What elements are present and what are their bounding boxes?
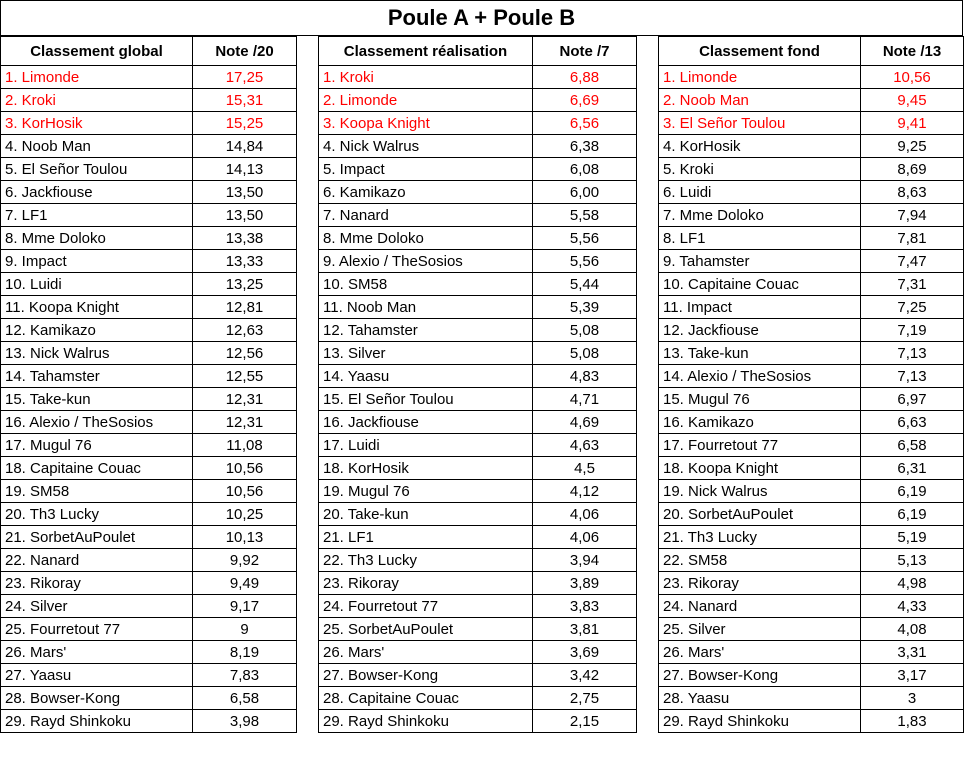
rank-name-cell[interactable]: 14. Alexio / TheSosios <box>659 365 861 388</box>
table-row <box>659 710 964 733</box>
table-row <box>319 112 637 135</box>
rank-name-cell[interactable]: 15. Take-kun <box>1 388 193 411</box>
table-row <box>659 687 964 710</box>
ranking-table-fond <box>658 36 964 733</box>
rank-name-cell[interactable]: 23. Rikoray <box>659 572 861 595</box>
score-cell[interactable]: 2,75 <box>533 687 637 710</box>
table-row <box>1 411 297 434</box>
table-row <box>1 618 297 641</box>
score-cell[interactable]: 12,31 <box>193 388 297 411</box>
score-cell[interactable]: 9 <box>193 618 297 641</box>
rank-name-cell[interactable]: 8. Mme Doloko <box>319 227 533 250</box>
score-cell[interactable]: 6,88 <box>533 66 637 89</box>
table-row <box>319 135 637 158</box>
rank-name-cell[interactable]: 28. Bowser-Kong <box>1 687 193 710</box>
score-cell[interactable]: 3,98 <box>193 710 297 733</box>
rank-name-cell[interactable]: 9. Alexio / TheSosios <box>319 250 533 273</box>
score-cell[interactable]: 3,89 <box>533 572 637 595</box>
table-row <box>319 89 637 112</box>
table-row <box>1 89 297 112</box>
table-row <box>319 710 637 733</box>
score-cell[interactable]: 9,41 <box>861 112 964 135</box>
score-cell[interactable]: 9,17 <box>193 595 297 618</box>
table-row <box>1 250 297 273</box>
score-cell[interactable]: 3,69 <box>533 641 637 664</box>
score-cell[interactable]: 9,49 <box>193 572 297 595</box>
rank-name-cell[interactable]: 22. Th3 Lucky <box>319 549 533 572</box>
score-cell[interactable]: 8,69 <box>861 158 964 181</box>
table-row <box>659 319 964 342</box>
rank-name-cell[interactable]: 4. KorHosik <box>659 135 861 158</box>
score-cell[interactable]: 13,33 <box>193 250 297 273</box>
score-cell[interactable]: 2,15 <box>533 710 637 733</box>
rank-name-cell[interactable]: 8. LF1 <box>659 227 861 250</box>
table-row <box>319 595 637 618</box>
score-cell[interactable]: 15,25 <box>193 112 297 135</box>
score-cell[interactable]: 10,56 <box>193 480 297 503</box>
table-row <box>659 641 964 664</box>
score-cell[interactable]: 9,92 <box>193 549 297 572</box>
rank-name-cell[interactable]: 6. Kamikazo <box>319 181 533 204</box>
score-cell[interactable]: 6,97 <box>861 388 964 411</box>
score-cell[interactable]: 5,44 <box>533 273 637 296</box>
table-row <box>1 595 297 618</box>
rank-name-cell[interactable]: 1. Limonde <box>1 66 193 89</box>
rank-name-cell[interactable]: 10. Luidi <box>1 273 193 296</box>
score-cell[interactable]: 4,69 <box>533 411 637 434</box>
rank-name-cell[interactable]: 23. Rikoray <box>1 572 193 595</box>
rank-name-cell[interactable]: 13. Silver <box>319 342 533 365</box>
table-row <box>1 181 297 204</box>
rank-name-cell[interactable]: 5. El Señor Toulou <box>1 158 193 181</box>
rank-name-cell[interactable]: 11. Koopa Knight <box>1 296 193 319</box>
table-row <box>659 411 964 434</box>
score-cell[interactable]: 5,19 <box>861 526 964 549</box>
rank-name-cell[interactable]: 24. Fourretout 77 <box>319 595 533 618</box>
score-cell[interactable]: 10,25 <box>193 503 297 526</box>
score-cell[interactable]: 1,83 <box>861 710 964 733</box>
score-cell[interactable]: 5,56 <box>533 227 637 250</box>
rank-name-cell[interactable]: 21. Th3 Lucky <box>659 526 861 549</box>
table-row <box>1 457 297 480</box>
rank-name-cell[interactable]: 21. SorbetAuPoulet <box>1 526 193 549</box>
table-row <box>1 641 297 664</box>
rank-name-cell[interactable]: 12. Tahamster <box>319 319 533 342</box>
score-cell[interactable]: 6,19 <box>861 503 964 526</box>
rank-name-cell[interactable]: 1. Limonde <box>659 66 861 89</box>
score-cell[interactable]: 12,55 <box>193 365 297 388</box>
rank-name-cell[interactable]: 7. LF1 <box>1 204 193 227</box>
rank-name-cell[interactable]: 20. Th3 Lucky <box>1 503 193 526</box>
table-row <box>1 503 297 526</box>
score-cell[interactable]: 15,31 <box>193 89 297 112</box>
rank-name-cell[interactable]: 26. Mars' <box>659 641 861 664</box>
rank-name-cell[interactable]: 6. Luidi <box>659 181 861 204</box>
score-cell[interactable]: 3,42 <box>533 664 637 687</box>
table-row <box>1 526 297 549</box>
rank-name-cell[interactable]: 29. Rayd Shinkoku <box>319 710 533 733</box>
rank-name-cell[interactable]: 28. Yaasu <box>659 687 861 710</box>
score-cell[interactable]: 13,50 <box>193 204 297 227</box>
rank-name-cell[interactable]: 3. El Señor Toulou <box>659 112 861 135</box>
table-row <box>1 434 297 457</box>
rank-name-cell[interactable]: 23. Rikoray <box>319 572 533 595</box>
rank-name-cell[interactable]: 7. Mme Doloko <box>659 204 861 227</box>
table-row <box>659 526 964 549</box>
table-row <box>659 342 964 365</box>
score-cell[interactable]: 7,47 <box>861 250 964 273</box>
score-cell[interactable]: 5,13 <box>861 549 964 572</box>
table-row <box>319 549 637 572</box>
score-cell[interactable]: 10,56 <box>861 66 964 89</box>
table-row <box>1 66 297 89</box>
table-row <box>659 296 964 319</box>
score-cell[interactable]: 10,13 <box>193 526 297 549</box>
score-cell[interactable]: 4,83 <box>533 365 637 388</box>
table-row <box>319 250 637 273</box>
table-row <box>659 365 964 388</box>
table-row <box>659 434 964 457</box>
rank-name-cell[interactable]: 14. Yaasu <box>319 365 533 388</box>
rank-name-cell[interactable]: 16. Alexio / TheSosios <box>1 411 193 434</box>
table-row <box>1 319 297 342</box>
rank-name-cell[interactable]: 20. Take-kun <box>319 503 533 526</box>
rank-name-cell[interactable]: 13. Take-kun <box>659 342 861 365</box>
rank-name-cell[interactable]: 12. Jackfiouse <box>659 319 861 342</box>
score-cell[interactable]: 3,83 <box>533 595 637 618</box>
rank-name-cell[interactable]: 19. SM58 <box>1 480 193 503</box>
rank-name-cell[interactable]: 15. Mugul 76 <box>659 388 861 411</box>
score-cell[interactable]: 6,63 <box>861 411 964 434</box>
score-cell[interactable]: 4,33 <box>861 595 964 618</box>
score-cell[interactable]: 4,12 <box>533 480 637 503</box>
rank-name-cell[interactable]: 21. LF1 <box>319 526 533 549</box>
ranking-table-global <box>0 36 297 733</box>
score-cell[interactable]: 12,63 <box>193 319 297 342</box>
score-cell[interactable]: 6,58 <box>861 434 964 457</box>
rank-name-cell[interactable]: 7. Nanard <box>319 204 533 227</box>
table-row <box>319 434 637 457</box>
rank-name-cell[interactable]: 25. SorbetAuPoulet <box>319 618 533 641</box>
rank-name-cell[interactable]: 2. Kroki <box>1 89 193 112</box>
rank-name-cell[interactable]: 27. Bowser-Kong <box>659 664 861 687</box>
score-cell[interactable]: 6,00 <box>533 181 637 204</box>
table-row <box>659 618 964 641</box>
score-cell[interactable]: 6,38 <box>533 135 637 158</box>
rank-name-cell[interactable]: 25. Silver <box>659 618 861 641</box>
ranking-table-realisation <box>318 36 637 733</box>
header-row <box>659 37 964 66</box>
rank-name-cell[interactable]: 11. Noob Man <box>319 296 533 319</box>
table-row <box>1 572 297 595</box>
header-score-cell[interactable]: Note /13 <box>861 37 964 66</box>
table-row <box>659 480 964 503</box>
table-row <box>319 526 637 549</box>
score-cell[interactable]: 7,83 <box>193 664 297 687</box>
table-row <box>319 664 637 687</box>
table-row <box>1 710 297 733</box>
rank-name-cell[interactable]: 26. Mars' <box>1 641 193 664</box>
rank-name-cell[interactable]: 29. Rayd Shinkoku <box>659 710 861 733</box>
rank-name-cell[interactable]: 29. Rayd Shinkoku <box>1 710 193 733</box>
score-cell[interactable]: 8,19 <box>193 641 297 664</box>
score-cell[interactable]: 3,94 <box>533 549 637 572</box>
score-cell[interactable]: 7,81 <box>861 227 964 250</box>
table-row <box>659 204 964 227</box>
table-row <box>319 66 637 89</box>
score-cell[interactable]: 4,71 <box>533 388 637 411</box>
score-cell[interactable]: 6,58 <box>193 687 297 710</box>
header-score-cell[interactable]: Note /7 <box>533 37 637 66</box>
score-cell[interactable]: 7,94 <box>861 204 964 227</box>
rank-name-cell[interactable]: 28. Capitaine Couac <box>319 687 533 710</box>
table-row <box>319 618 637 641</box>
rank-name-cell[interactable]: 22. Nanard <box>1 549 193 572</box>
rank-name-cell[interactable]: 13. Nick Walrus <box>1 342 193 365</box>
rank-name-cell[interactable]: 26. Mars' <box>319 641 533 664</box>
table-row <box>1 135 297 158</box>
score-cell[interactable]: 4,06 <box>533 526 637 549</box>
score-cell[interactable]: 7,13 <box>861 342 964 365</box>
table-row <box>319 411 637 434</box>
header-row <box>319 37 637 66</box>
table-row <box>319 204 637 227</box>
table-row <box>659 158 964 181</box>
rank-name-cell[interactable]: 16. Kamikazo <box>659 411 861 434</box>
score-cell[interactable]: 4,08 <box>861 618 964 641</box>
score-cell[interactable]: 4,5 <box>533 457 637 480</box>
score-cell[interactable]: 7,25 <box>861 296 964 319</box>
table-row <box>659 572 964 595</box>
table-row <box>319 227 637 250</box>
score-cell[interactable]: 12,56 <box>193 342 297 365</box>
rank-name-cell[interactable]: 20. SorbetAuPoulet <box>659 503 861 526</box>
table-row <box>659 66 964 89</box>
table-row <box>1 227 297 250</box>
table-row <box>319 503 637 526</box>
score-cell[interactable]: 3,81 <box>533 618 637 641</box>
rank-name-cell[interactable]: 12. Kamikazo <box>1 319 193 342</box>
score-cell[interactable]: 3 <box>861 687 964 710</box>
table-row <box>659 457 964 480</box>
table-row <box>659 664 964 687</box>
score-cell[interactable]: 6,19 <box>861 480 964 503</box>
table-row <box>319 687 637 710</box>
page-title: Poule A + Poule B <box>0 0 963 36</box>
table-row <box>659 89 964 112</box>
header-score-cell[interactable]: Note /20 <box>193 37 297 66</box>
table-row <box>659 227 964 250</box>
table-row <box>1 112 297 135</box>
rank-name-cell[interactable]: 25. Fourretout 77 <box>1 618 193 641</box>
table-row <box>319 457 637 480</box>
rank-name-cell[interactable]: 27. Yaasu <box>1 664 193 687</box>
score-cell[interactable]: 3,17 <box>861 664 964 687</box>
score-cell[interactable]: 17,25 <box>193 66 297 89</box>
table-row <box>319 296 637 319</box>
rank-name-cell[interactable]: 11. Impact <box>659 296 861 319</box>
rank-name-cell[interactable]: 24. Silver <box>1 595 193 618</box>
table-row <box>319 273 637 296</box>
header-name-cell[interactable]: Classement global <box>1 37 193 66</box>
table-row <box>1 687 297 710</box>
table-row <box>659 388 964 411</box>
score-cell[interactable]: 7,31 <box>861 273 964 296</box>
table-row <box>1 549 297 572</box>
rank-name-cell[interactable]: 5. Kroki <box>659 158 861 181</box>
score-cell[interactable]: 14,84 <box>193 135 297 158</box>
score-cell[interactable]: 4,98 <box>861 572 964 595</box>
rank-name-cell[interactable]: 17. Fourretout 77 <box>659 434 861 457</box>
table-row <box>1 664 297 687</box>
rank-name-cell[interactable]: 6. Jackfiouse <box>1 181 193 204</box>
header-name-cell[interactable]: Classement réalisation <box>319 37 533 66</box>
score-cell[interactable]: 9,25 <box>861 135 964 158</box>
rank-name-cell[interactable]: 4. Noob Man <box>1 135 193 158</box>
rank-name-cell[interactable]: 18. KorHosik <box>319 457 533 480</box>
table-row <box>1 273 297 296</box>
score-cell[interactable]: 6,31 <box>861 457 964 480</box>
rank-name-cell[interactable]: 9. Tahamster <box>659 250 861 273</box>
score-cell[interactable]: 13,50 <box>193 181 297 204</box>
header-row <box>1 37 297 66</box>
table-row <box>1 296 297 319</box>
score-cell[interactable]: 12,31 <box>193 411 297 434</box>
rank-name-cell[interactable]: 15. El Señor Toulou <box>319 388 533 411</box>
table-row <box>319 480 637 503</box>
rank-name-cell[interactable]: 24. Nanard <box>659 595 861 618</box>
score-cell[interactable]: 6,56 <box>533 112 637 135</box>
table-row <box>659 595 964 618</box>
score-cell[interactable]: 8,63 <box>861 181 964 204</box>
table-row <box>319 641 637 664</box>
score-cell[interactable]: 12,81 <box>193 296 297 319</box>
table-row <box>659 135 964 158</box>
table-row <box>659 549 964 572</box>
score-cell[interactable]: 5,58 <box>533 204 637 227</box>
score-cell[interactable]: 7,13 <box>861 365 964 388</box>
table-row <box>1 158 297 181</box>
table-row <box>319 365 637 388</box>
table-row <box>319 572 637 595</box>
table-row <box>659 112 964 135</box>
rank-name-cell[interactable]: 14. Tahamster <box>1 365 193 388</box>
score-cell[interactable]: 5,39 <box>533 296 637 319</box>
rank-name-cell[interactable]: 27. Bowser-Kong <box>319 664 533 687</box>
rank-name-cell[interactable]: 3. KorHosik <box>1 112 193 135</box>
table-row <box>319 319 637 342</box>
table-row <box>319 158 637 181</box>
header-name-cell[interactable]: Classement fond <box>659 37 861 66</box>
rank-name-cell[interactable]: 18. Koopa Knight <box>659 457 861 480</box>
table-row <box>659 181 964 204</box>
score-cell[interactable]: 13,25 <box>193 273 297 296</box>
score-cell[interactable]: 7,19 <box>861 319 964 342</box>
rank-name-cell[interactable]: 4. Nick Walrus <box>319 135 533 158</box>
score-cell[interactable]: 3,31 <box>861 641 964 664</box>
table-row <box>319 342 637 365</box>
table-row <box>319 181 637 204</box>
table-row <box>1 204 297 227</box>
table-row <box>319 388 637 411</box>
rank-name-cell[interactable]: 5. Impact <box>319 158 533 181</box>
score-cell[interactable]: 6,08 <box>533 158 637 181</box>
rank-name-cell[interactable]: 18. Capitaine Couac <box>1 457 193 480</box>
rank-name-cell[interactable]: 10. SM58 <box>319 273 533 296</box>
table-row <box>1 342 297 365</box>
table-row <box>1 480 297 503</box>
rank-name-cell[interactable]: 1. Kroki <box>319 66 533 89</box>
rank-name-cell[interactable]: 2. Noob Man <box>659 89 861 112</box>
rank-name-cell[interactable]: 3. Koopa Knight <box>319 112 533 135</box>
rank-name-cell[interactable]: 19. Nick Walrus <box>659 480 861 503</box>
score-cell[interactable]: 5,08 <box>533 342 637 365</box>
score-cell[interactable]: 4,63 <box>533 434 637 457</box>
score-cell[interactable]: 4,06 <box>533 503 637 526</box>
rank-name-cell[interactable]: 17. Mugul 76 <box>1 434 193 457</box>
score-cell[interactable]: 10,56 <box>193 457 297 480</box>
rank-name-cell[interactable]: 10. Capitaine Couac <box>659 273 861 296</box>
table-row <box>659 503 964 526</box>
table-row <box>1 365 297 388</box>
score-cell[interactable]: 13,38 <box>193 227 297 250</box>
table-row <box>659 250 964 273</box>
rank-name-cell[interactable]: 2. Limonde <box>319 89 533 112</box>
score-cell[interactable]: 5,08 <box>533 319 637 342</box>
score-cell[interactable]: 14,13 <box>193 158 297 181</box>
rank-name-cell[interactable]: 19. Mugul 76 <box>319 480 533 503</box>
rank-name-cell[interactable]: 9. Impact <box>1 250 193 273</box>
score-cell[interactable]: 6,69 <box>533 89 637 112</box>
rank-name-cell[interactable]: 8. Mme Doloko <box>1 227 193 250</box>
score-cell[interactable]: 9,45 <box>861 89 964 112</box>
score-cell[interactable]: 5,56 <box>533 250 637 273</box>
rank-name-cell[interactable]: 22. SM58 <box>659 549 861 572</box>
rank-name-cell[interactable]: 16. Jackfiouse <box>319 411 533 434</box>
table-row <box>659 273 964 296</box>
rank-name-cell[interactable]: 17. Luidi <box>319 434 533 457</box>
table-row <box>1 388 297 411</box>
score-cell[interactable]: 11,08 <box>193 434 297 457</box>
